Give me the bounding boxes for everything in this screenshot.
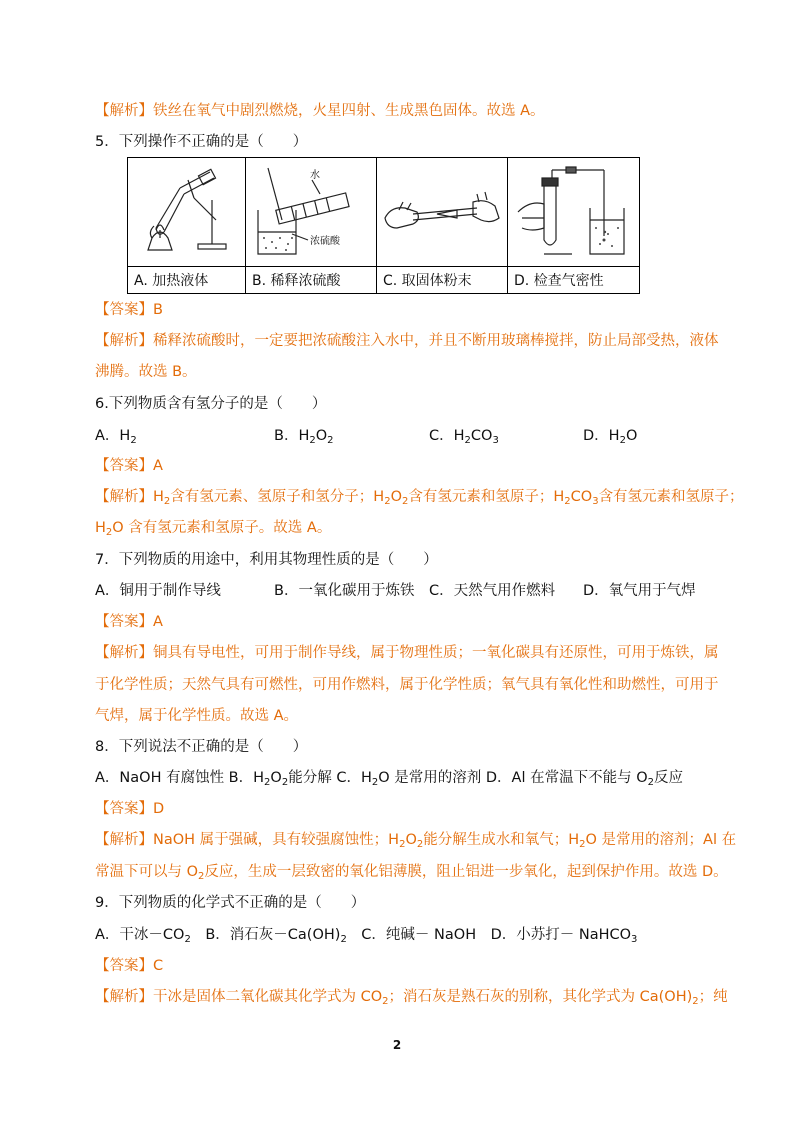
airtightness-figure bbox=[508, 158, 639, 266]
page-number: 2 bbox=[392, 1038, 402, 1052]
analysis-tag: 【解析】 bbox=[95, 103, 153, 119]
q5-stem: 5．下列操作不正确的是（ ） bbox=[95, 134, 308, 150]
heating-liquid-figure bbox=[128, 158, 245, 266]
q7-analysis-line2: 于化学性质；天然气具有可燃性，可用作燃料，属于化学性质；氧气具有氧化性和助燃性，可用于 bbox=[95, 677, 719, 693]
solid-powder-figure bbox=[377, 158, 507, 266]
q9-analysis-line1: 【解析】干冰是固体二氧化碳其化学式为 $CO_2$；消石灰是熟石灰的别称，其化学式为 $Ca(OH)_2$；纯 bbox=[95, 989, 728, 1007]
q7-option-d: D．氧气用于气焊 bbox=[583, 583, 696, 599]
q8-analysis-line1: 【解析】NaOH 属于强碱，具有较强腐蚀性；$H_2O_2$能分解生成水和氧气；$H_2O$ 是常用的溶剂；Al 在 bbox=[95, 832, 737, 850]
q8-stem: 8．下列说法不正确的是（ ） bbox=[95, 739, 308, 755]
q5-analysis-line2: 沸腾。故选 B。 bbox=[95, 364, 197, 380]
q8-answer: 【答案】D bbox=[95, 801, 165, 817]
figure-b-cell bbox=[246, 158, 377, 267]
figure-d-cell bbox=[508, 158, 640, 267]
q5-answer: 【答案】B bbox=[95, 302, 163, 318]
q6-option-a: A．$H_2$ bbox=[95, 428, 137, 446]
q9-options: A．干冰$-CO_2$ B．消石灰$-Ca(OH)_2$ C．纯碱－ NaOH D．小苏打－ NaHCO$_3$ bbox=[95, 927, 638, 945]
q8-analysis-line2: 常温下可以与 $O_2$反应，生成一层致密的氧化铝薄膜，阻止铝进一步氧化，起到保护作用。故选 D。 bbox=[95, 864, 728, 882]
q6-option-d: D．$H_2O$ bbox=[583, 428, 638, 446]
q7-stem: 7．下列物质的用途中，利用其物理性质的是（ ） bbox=[95, 552, 438, 568]
q8-options: A．NaOH 有腐蚀性 B．$H_2O_2$能分解 C．$H_2O$ 是常用的溶剂 D．Al 在常温下不能与 $O_2$反应 bbox=[95, 770, 683, 788]
figure-a-cell bbox=[128, 158, 246, 267]
q9-answer: 【答案】C bbox=[95, 958, 164, 974]
q4-analysis: 【解析】铁丝在氧气中剧烈燃烧，火星四射、生成黑色固体。故选 A。 bbox=[95, 103, 545, 119]
q7-option-a: A．铜用于制作导线 bbox=[95, 583, 221, 599]
caption-c: C. 取固体粉末 bbox=[377, 267, 508, 294]
q5-figure-table bbox=[127, 157, 640, 294]
q7-option-b: B．一氧化碳用于炼铁 bbox=[274, 583, 415, 599]
q7-answer: 【答案】A bbox=[95, 614, 163, 630]
acid-label: 浓硫酸 bbox=[310, 236, 340, 247]
caption-b: B. 稀释浓硫酸 bbox=[246, 267, 377, 294]
caption-d: D. 检查气密性 bbox=[508, 267, 640, 294]
dilute-acid-figure bbox=[246, 158, 376, 266]
q6-option-c: C．$H_2CO_3$ bbox=[429, 428, 499, 446]
figure-c-cell bbox=[377, 158, 508, 267]
q6-answer: 【答案】A bbox=[95, 458, 163, 474]
caption-a: A. 加热液体 bbox=[128, 267, 246, 294]
q5-analysis-line1: 【解析】稀释浓硫酸时，一定要把浓硫酸注入水中，并且不断用玻璃棒搅拌，防止局部受热，液体 bbox=[95, 333, 719, 349]
q7-option-c: C．天然气用作燃料 bbox=[429, 583, 556, 599]
q6-analysis-line1: 【解析】$H_2$含有氢元素、氢原子和氢分子；$H_2O_2$含有氢元素和氢原子；$H_2CO_3$含有氢元素和氢原子； bbox=[95, 489, 744, 507]
q7-analysis-line1: 【解析】铜具有导电性，可用于制作导线，属于物理性质；一氧化碳具有还原性，可用于炼铁，属 bbox=[95, 645, 719, 661]
q6-option-b: B．$H_2O_2$ bbox=[274, 428, 334, 446]
q7-analysis-line3: 气焊，属于化学性质。故选 A。 bbox=[95, 708, 299, 724]
water-label: 水 bbox=[310, 170, 320, 181]
q6-stem: 6.下列物质含有氢分子的是（ ） bbox=[95, 396, 327, 412]
q6-analysis-line2: $H_2O$ 含有氢元素和氢原子。故选 A。 bbox=[95, 520, 332, 538]
q9-stem: 9．下列物质的化学式不正确的是（ ） bbox=[95, 895, 366, 911]
